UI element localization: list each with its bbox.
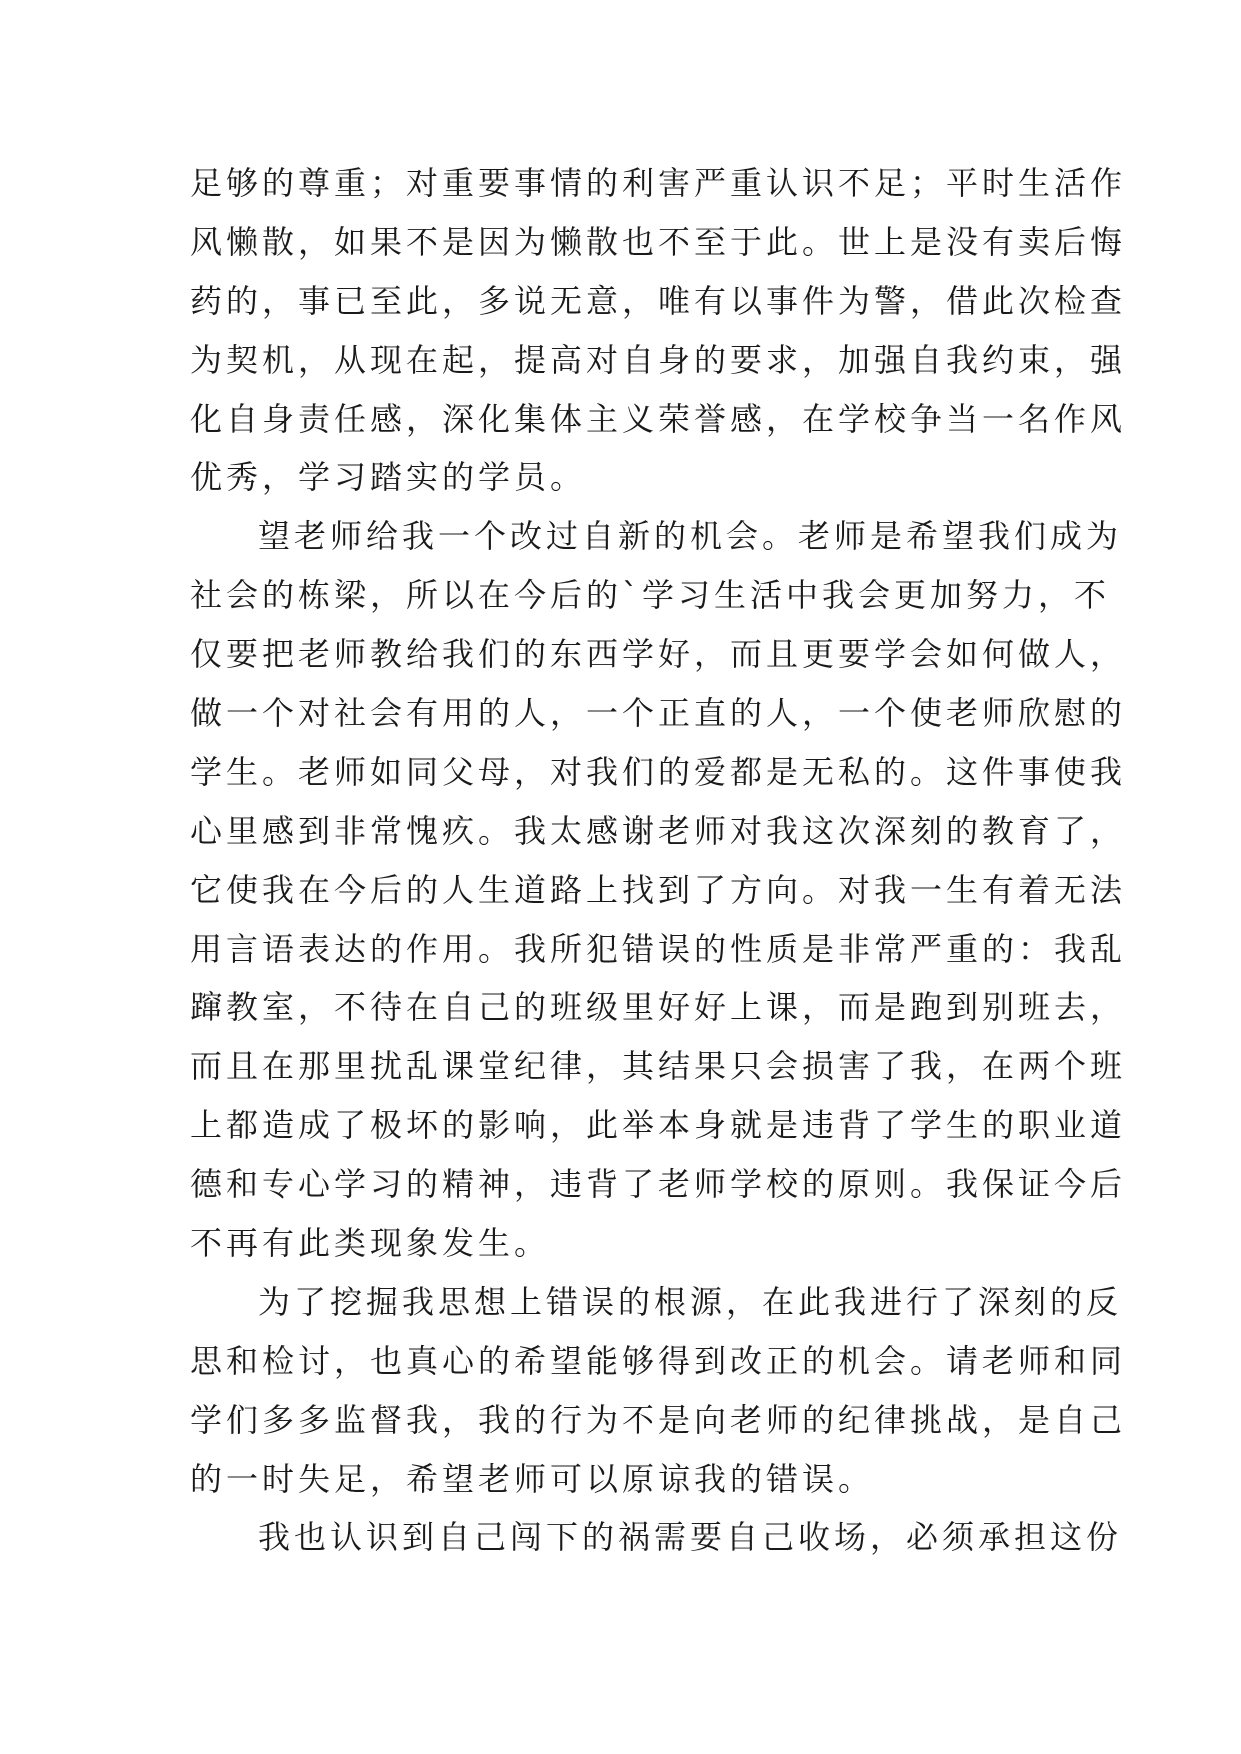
text-line: 优秀，学习踏实的学员。 (190, 458, 587, 497)
text-line: 学们多多监督我，我的行为不是向老师的纪律挑战，是自己 (190, 1400, 1127, 1439)
text-line: 德和专心学习的精神，违背了老师学校的原则。我保证今后 (190, 1165, 1127, 1204)
text-line: 风懒散，如果不是因为懒散也不至于此。世上是没有卖后悔 (190, 222, 1127, 261)
text-line: 仅要把老师教给我们的东西学好，而且更要学会如何做人， (190, 635, 1127, 674)
text-line: 思和检讨，也真心的希望能够得到改正的机会。请老师和同 (190, 1341, 1127, 1380)
text-line: 不再有此类现象发生。 (190, 1224, 551, 1263)
body-text (190, 154, 1127, 1567)
text-line: 学生。老师如同父母，对我们的爱都是无私的。这件事使我 (190, 752, 1127, 791)
paragraph-first-line: 我也认识到自己闯下的祸需要自己收场，必须承担这份 (258, 1518, 1123, 1557)
text-line: 做一个对社会有用的人，一个正直的人，一个使老师欣慰的 (190, 694, 1127, 733)
text-line: 而且在那里扰乱课堂纪律，其结果只会损害了我，在两个班 (190, 1047, 1127, 1086)
text-line: 足够的尊重；对重要事情的利害严重认识不足；平时生活作 (190, 164, 1127, 202)
paragraph-first-line: 为了挖掘我思想上错误的根源，在此我进行了深刻的反 (258, 1282, 1123, 1321)
paragraph-first-line: 望老师给我一个改过自新的机会。老师是希望我们成为 (258, 517, 1123, 556)
text-line: 为契机，从现在起，提高对自身的要求，加强自我约束，强 (190, 340, 1127, 379)
text-line: 药的，事已至此，多说无意，唯有以事件为警，借此次检查 (190, 281, 1127, 320)
text-line: 心里感到非常愧疚。我太感谢老师对我这次深刻的教育了， (190, 811, 1127, 850)
text-line: 上都造成了极坏的影响，此举本身就是违背了学生的职业道 (190, 1106, 1127, 1145)
text-line: 蹿教室，不待在自己的班级里好好上课，而是跑到别班去， (190, 988, 1127, 1027)
text-line: 的一时失足，希望老师可以原谅我的错误。 (190, 1459, 875, 1498)
text-line: 它使我在今后的人生道路上找到了方向。对我一生有着无法 (190, 870, 1127, 909)
text-line: 用言语表达的作用。我所犯错误的性质是非常严重的：我乱 (190, 929, 1127, 968)
text-line: 社会的栋梁，所以在今后的`学习生活中我会更加努力，不 (190, 576, 1111, 615)
text-line: 化自身责任感，深化集体主义荣誉感，在学校争当一名作风 (190, 399, 1127, 438)
